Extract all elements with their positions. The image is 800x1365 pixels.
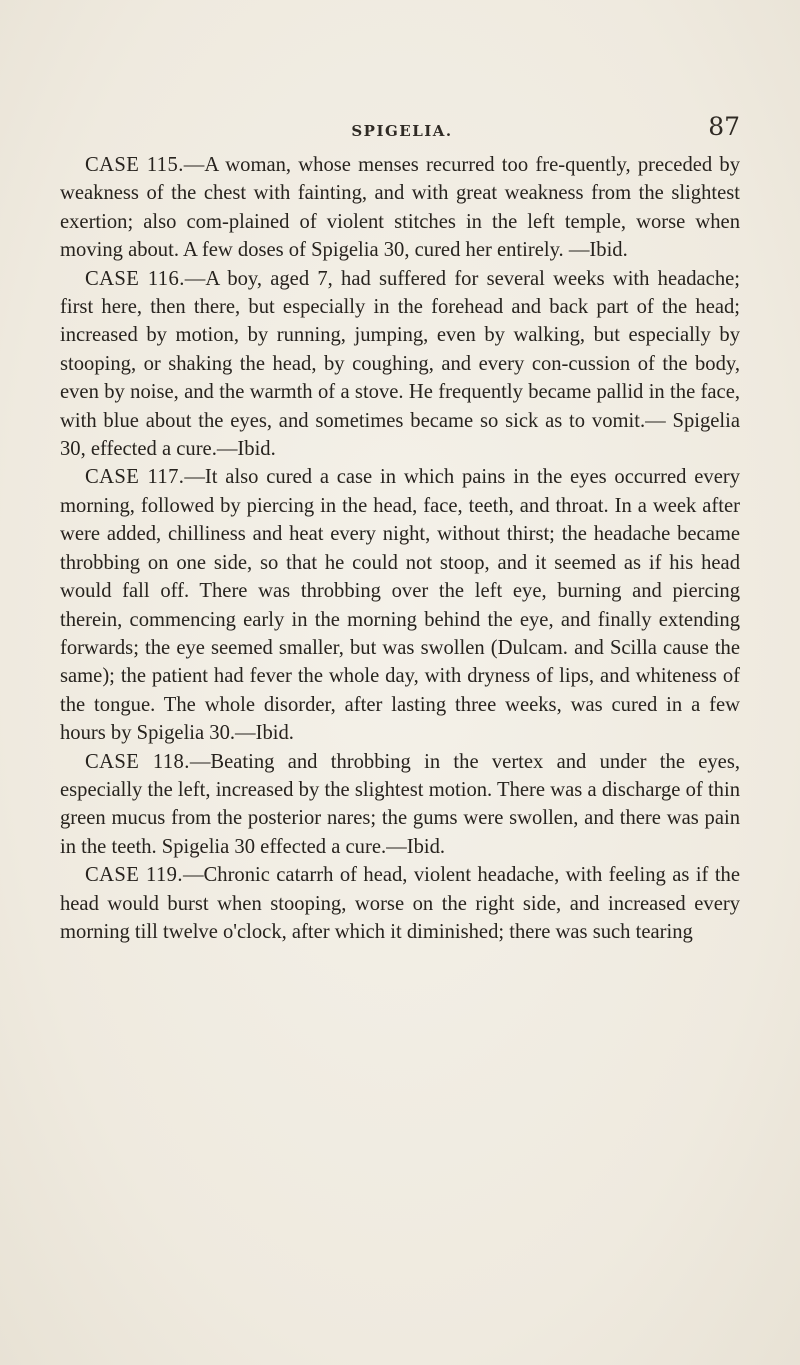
case-label: CASE 118. bbox=[85, 750, 190, 773]
running-title: SPIGELIA. bbox=[351, 122, 453, 140]
case-text: —Chronic catarrh of head, violent headache, with feeling as if the head would burst when stooping, worse on the right side, and increased every morning till twelve o'clock, after which it diminished; there was such tearing bbox=[60, 864, 740, 943]
case-paragraph-118 bbox=[60, 748, 740, 862]
case-label: CASE 119. bbox=[85, 864, 183, 887]
case-paragraph-116 bbox=[60, 265, 740, 464]
case-text: —It also cured a case in which pains in the eyes occurred every morning, followed by piercing in the head, face, teeth, and throat. In a week after were added, chilliness and heat every night, without thirst; the headache became throbbing on one side, so that he could not stoop, and it seemed as if his head would fall off. There was throbbing over the left eye, burning and piercing therein, commencing early in the morning behind the eye, and finally extending forwards; the eye seemed smaller, but was swollen (Dulcam. and Scilla cause the same); the patient had fever the whole day, with dryness of lips, and whiteness of the tongue. The whole disorder, after lasting three weeks, was cured in a few hours by Spigelia 30.—Ibid. bbox=[60, 466, 740, 745]
case-label: CASE 115. bbox=[85, 154, 184, 176]
running-head bbox=[62, 112, 742, 152]
case-text: —Beating and throbbing in the vertex and under the eyes, especially the left, increased by the slightest motion. There was a discharge of thin green mucus from the posterior nares; the gums were swollen, and there was pain in the teeth. Spigelia 30 effected a cure.—Ibid. bbox=[60, 750, 740, 858]
case-paragraph-119 bbox=[60, 861, 740, 946]
case-text: —A boy, aged 7, had suffered for several weeks with headache; first here, then there, but especially in the forehead and back part of the head; increased by motion, by running, jumping, even by walking, but especially by stooping, or shaking the head, by coughing, and every con-cussion of the body, even by noise, and the warmth of a stove. He frequently became pallid in the face, with blue about the eyes, and sometimes became so sick as to vomit.— Spigelia 30, effected a cure.—Ibid. bbox=[60, 267, 740, 461]
page-number: 87 bbox=[708, 112, 740, 141]
case-paragraph-115 bbox=[60, 151, 740, 265]
case-text: —A woman, whose menses recurred too fre-quently, preceded by weakness of the chest with fainting, and with great weakness from the slightest exertion; also com-plained of violent stitches in the left temple, worse when moving about. A few doses of Spigelia 30, cured her entirely. —Ibid. bbox=[60, 154, 741, 262]
case-label: CASE 117. bbox=[85, 466, 185, 489]
body-text bbox=[60, 151, 740, 946]
case-label: CASE 116. bbox=[85, 267, 185, 290]
case-paragraph-117 bbox=[60, 463, 740, 747]
